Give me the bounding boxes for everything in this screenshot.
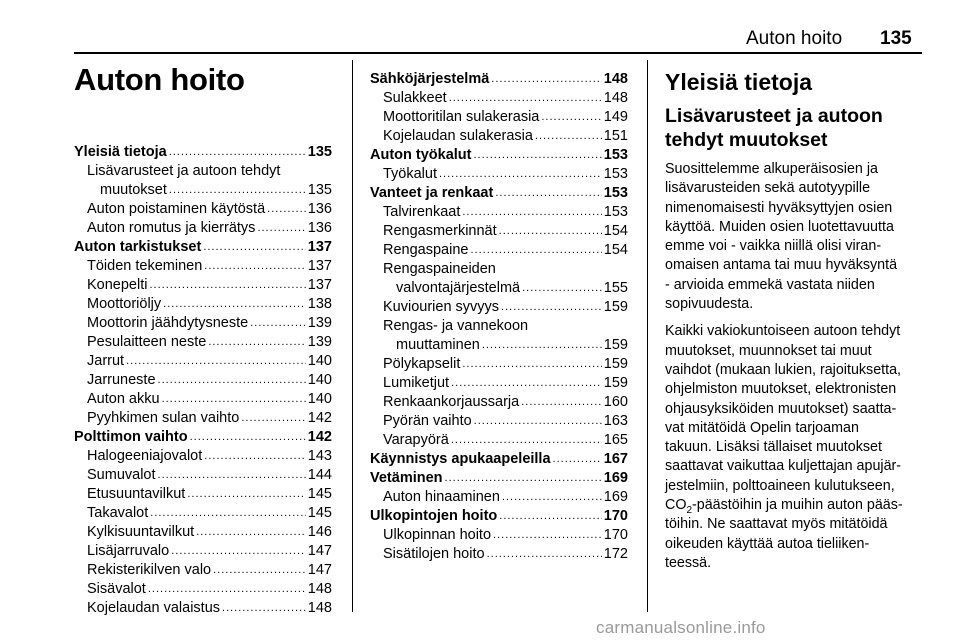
dot-leader [499,226,602,237]
toc-entry[interactable] [370,127,628,146]
dot-leader [208,337,305,348]
toc-page-number: 144 [307,467,332,483]
toc-page-number: 154 [603,223,628,239]
toc-entry[interactable] [370,203,628,222]
toc-entry-title: Auton hinaaminen [383,489,500,505]
toc-page-number: 136 [307,220,332,236]
toc-page-number: 146 [307,524,332,540]
toc-entry[interactable] [370,260,628,298]
text-line: käyttöä. Muiden osien luotettavuutta [665,218,894,235]
toc-entry-title: Ulkopinnan hoito [383,527,492,543]
toc-page-number: 154 [603,242,628,258]
toc-entry-title: Vanteet ja renkaat [370,185,494,201]
toc-entry[interactable] [74,219,332,238]
toc-page-number: 149 [603,109,628,125]
dot-leader [257,223,305,234]
toc-entry[interactable] [370,355,628,374]
dot-leader [499,511,602,522]
toc-entry-title: Auton tarkistukset [74,239,202,255]
dot-leader [204,451,306,462]
toc-entry-title: Auton akku [87,391,160,407]
toc-entry-title: Renkaankorjaussarja [383,394,520,410]
dot-leader [474,416,602,427]
toc-entry[interactable] [370,241,628,260]
toc-entry[interactable] [370,317,628,355]
toc-entry[interactable] [370,89,628,108]
toc-entry[interactable] [370,222,628,241]
toc-page-number: 137 [307,258,332,274]
text-line: sopivuudesta. [665,296,754,313]
toc-entry[interactable] [370,393,628,412]
dot-leader [462,359,601,370]
toc-section-entry[interactable] [370,146,628,165]
toc-page-number: 159 [603,356,628,372]
toc-entry-title: Vetäminen [370,470,443,486]
dot-leader [241,413,305,424]
dot-leader [535,131,602,142]
dot-leader [158,470,306,481]
toc-page-number: 148 [307,600,332,616]
dot-leader [222,603,306,614]
toc-entry-title: Jarrut [87,353,125,369]
toc-entry-title: Polttimon vaihto [74,429,188,445]
toc-page-number: 170 [603,527,628,543]
toc-page-number: 148 [307,581,332,597]
dot-leader [163,299,306,310]
toc-section-entry[interactable] [370,450,628,469]
dot-leader [190,432,306,443]
toc-entry-title: Sisätilojen hoito [383,546,485,562]
toc-entry-title: Moottoritilan sulakerasia [383,109,540,125]
dot-leader [204,261,306,272]
toc-entry-row [87,181,332,200]
dot-leader [196,527,306,538]
dot-leader [541,112,601,123]
toc-page-number: 153 [603,166,628,182]
toc-page-number: 136 [307,201,332,217]
text-line: takuun. Lisäksi tällaiset muutokset [665,439,882,456]
dot-leader [148,584,306,595]
toc-entry[interactable] [370,412,628,431]
toc-entry[interactable] [370,545,628,564]
toc-entry[interactable] [370,431,628,450]
text-line: muutokset, muunnokset tai muut [665,342,872,359]
page-header [0,0,960,55]
column-divider-2 [647,60,648,612]
toc-entry[interactable] [370,108,628,127]
page-number: 135 [880,28,912,49]
text-line: nimenomaisesti hyväksyttyjen osien [665,199,893,216]
dot-leader [470,245,601,256]
toc-section-entry[interactable] [74,143,332,162]
toc-section-entry[interactable] [370,469,628,488]
toc-section-entry[interactable] [370,507,628,526]
toc-entry-title: Pyyhkimen sulan vaihto [87,410,240,426]
toc-entry-title: Moottoriöljy [87,296,162,312]
toc-entry-title: Rengasmerkinnät [383,223,497,239]
toc-entry-title-line: Rengas- ja vannekoon [383,318,529,334]
dot-leader [482,340,602,351]
toc-entry[interactable] [74,485,332,504]
toc-page-number: 165 [603,432,628,448]
watermark: carmanualsonline.info [596,618,766,637]
toc-entry-title: valvontajärjestelmä [396,280,521,296]
toc-entry[interactable] [74,352,332,371]
dot-leader [267,204,306,215]
dot-leader [495,188,601,199]
page-title: Auton hoito [74,62,245,97]
dot-leader [462,207,601,218]
toc-column-1 [74,143,332,618]
toc-page-number: 169 [603,470,628,486]
header-rule [74,52,922,54]
toc-entry-title: Sumuvalot [87,467,156,483]
toc-entry-title-line: Lisävarusteet ja autoon tehdyt [87,163,281,179]
toc-page-number: 137 [307,239,332,255]
toc-column-2 [370,70,628,564]
toc-page-number: 160 [603,394,628,410]
dot-leader [493,530,602,541]
toc-entry-title: Töiden tekeminen [87,258,203,274]
toc-entry-title: Lisäjarruvalo [87,543,170,559]
toc-entry[interactable] [74,276,332,295]
toc-entry[interactable] [370,165,628,184]
subsection-heading: Lisävarusteet ja autoon tehdyt muutokset [665,105,883,151]
toc-entry-title: Takavalot [87,505,149,521]
toc-entry-title: Pyörän vaihto [383,413,472,429]
dot-leader [250,318,306,329]
toc-entry-title: Auton poistaminen käytöstä [87,201,266,217]
header-title: Auton hoito [746,28,843,49]
toc-page-number: 145 [307,486,332,502]
text-line: töihin. Ne saattavat myös mitätöidä [665,516,888,533]
toc-entry-title: Pölykapselit [383,356,461,372]
toc-page-number: 163 [603,413,628,429]
toc-entry-title: Varapyörä [383,432,449,448]
toc-entry[interactable] [370,298,628,317]
toc-entry[interactable] [74,314,332,333]
toc-entry[interactable] [74,447,332,466]
dot-leader [451,435,602,446]
toc-entry-title: Kojelaudan valaistus [87,600,221,616]
dot-leader [213,565,306,576]
toc-page-number: 169 [603,489,628,505]
toc-entry-title: Käynnistys apukaapeleilla [370,451,551,467]
dot-leader [171,546,306,557]
dot-leader [126,356,306,367]
toc-page-number: 142 [307,429,332,445]
toc-page-number: 148 [603,71,628,87]
toc-entry[interactable] [370,526,628,545]
toc-entry[interactable] [74,580,332,599]
toc-entry-title: Sulakkeet [383,90,447,106]
toc-page-number: 153 [603,204,628,220]
dot-leader [451,378,602,389]
toc-entry-title: Moottorin jäähdytysneste [87,315,249,331]
toc-entry[interactable] [370,374,628,393]
dot-leader [150,508,306,519]
toc-page-number: 170 [603,508,628,524]
toc-page-number: 167 [603,451,628,467]
toc-entry[interactable] [74,390,332,409]
toc-entry-title: Ulkopintojen hoito [370,508,498,524]
dot-leader [502,492,602,503]
text-line: ohjelmiston muutokset, elektronisten [665,381,897,398]
toc-entry-title: Rengaspaine [383,242,469,258]
dot-leader [169,147,306,158]
toc-page-number: 172 [603,546,628,562]
toc-entry-title: Jarruneste [87,372,156,388]
text-line: ohjausyksiköiden muutokset) saatta- [665,400,897,417]
toc-entry[interactable] [74,295,332,314]
toc-page-number: 138 [307,296,332,312]
toc-entry-title: Sisävalot [87,581,146,597]
toc-page-number: 153 [603,185,628,201]
co2-line: $CO_2$-päästöihin ja muihin auton pääs- [665,497,903,516]
toc-page-number: 135 [307,144,332,160]
toc-entry[interactable] [74,504,332,523]
toc-entry-title: Pesulaitteen neste [87,334,207,350]
dot-leader [553,454,602,465]
toc-entry-title: Auton romutus ja kierrätys [87,220,256,236]
toc-entry[interactable] [370,488,628,507]
toc-entry-title: Etusuuntavilkut [87,486,186,502]
text-line: Suosittelemme alkuperäisosien ja [665,161,878,177]
toc-entry[interactable] [74,409,332,428]
toc-entry-title: Sähköjärjestelmä [370,71,490,87]
toc-page-number: 139 [307,315,332,331]
general-info-section [665,68,927,573]
toc-section-entry[interactable] [370,184,628,203]
text-line: omaisen antama tai muu hyväksyntä [665,257,898,274]
toc-entry-title: Rekisterikilven valo [87,562,212,578]
toc-entry[interactable] [74,561,332,580]
toc-page-number: 142 [307,410,332,426]
dot-leader [474,150,602,161]
dot-leader [149,280,305,291]
column-divider-1 [352,60,353,612]
toc-entry[interactable] [74,162,332,200]
toc-entry-title: Työkalut [383,166,437,182]
toc-entry-title: muuttaminen [396,337,480,353]
dot-leader [203,242,305,253]
toc-page-number: 153 [603,147,628,163]
toc-entry-title: Kylkisuuntavilkut [87,524,195,540]
paragraph-2 [665,322,927,573]
dot-leader [169,185,306,196]
text-line: - arvioida emmekä vastata niiden [665,276,875,293]
toc-section-entry[interactable] [74,428,332,447]
toc-page-number: 135 [307,182,332,198]
toc-page-number: 139 [307,334,332,350]
toc-page-number: 151 [603,128,628,144]
dot-leader [445,473,602,484]
toc-entry-title: Lumiketjut [383,375,450,391]
text-line: emme voi - vaikka niillä olisi viran- [665,238,882,255]
toc-page-number: 145 [307,505,332,521]
text-line: vat mitätöidä Opelin tarjoaman [665,419,859,436]
toc-page-number: 148 [603,90,628,106]
toc-entry[interactable] [74,466,332,485]
section-heading: Yleisiä tietoja [665,69,813,95]
text-line: Kaikki vakiokuntoiseen autoon tehdyt [665,323,901,340]
dot-leader [449,93,602,104]
toc-entry-title: Halogeeniajovalot [87,448,203,464]
toc-page-number: 137 [307,277,332,293]
toc-entry[interactable] [74,371,332,390]
toc-entry-title: Talvirenkaat [383,204,461,220]
dot-leader [158,375,306,386]
toc-section-entry[interactable] [74,238,332,257]
toc-entry-row [383,336,628,355]
text-line: jestelmiin, polttoaineen kulutukseen, [665,477,895,494]
toc-page-number: 159 [603,375,628,391]
toc-page-number: 147 [307,543,332,559]
dot-leader [187,489,305,500]
dot-leader [439,169,602,180]
toc-page-number: 140 [307,372,332,388]
toc-page-number: 140 [307,353,332,369]
dot-leader [501,302,602,313]
toc-entry-title: Kuviourien syvyys [383,299,500,315]
toc-entry-title: Auton työkalut [370,147,472,163]
text-line: vaihdot (mukaan lukien, rajoituksetta, [665,361,902,378]
toc-entry-title: Kojelaudan sulakerasia [383,128,533,144]
toc-page-number: 159 [603,299,628,315]
toc-entry[interactable] [74,523,332,542]
toc-entry-title: Konepelti [87,277,148,293]
toc-entry[interactable] [74,599,332,618]
paragraph-1 [665,160,927,314]
text-line: saattavat vaikuttaa kuljettajan apujär- [665,458,902,475]
toc-page-number: 159 [603,337,628,353]
toc-entry-title: muutokset [100,182,167,198]
toc-entry[interactable] [74,257,332,276]
toc-page-number: 140 [307,391,332,407]
toc-page-number: 155 [603,280,628,296]
text-line: teessä. [665,554,712,571]
toc-entry-row [383,279,628,298]
dot-leader [521,397,602,408]
toc-entry[interactable] [74,542,332,561]
dot-leader [522,283,602,294]
toc-page-number: 143 [307,448,332,464]
toc-entry[interactable] [74,333,332,352]
toc-entry[interactable] [74,200,332,219]
text-line: oikeuden käyttää autoa tieliiken- [665,535,870,552]
toc-entry-title-line: Rengaspaineiden [383,261,496,277]
dot-leader [491,74,602,85]
dot-leader [162,394,306,405]
toc-section-entry[interactable] [370,70,628,89]
text-line: lisävarusteiden sekä autotyypille [665,180,871,197]
toc-page-number: 147 [307,562,332,578]
dot-leader [487,549,602,560]
toc-entry-title: Yleisiä tietoja [74,144,167,160]
